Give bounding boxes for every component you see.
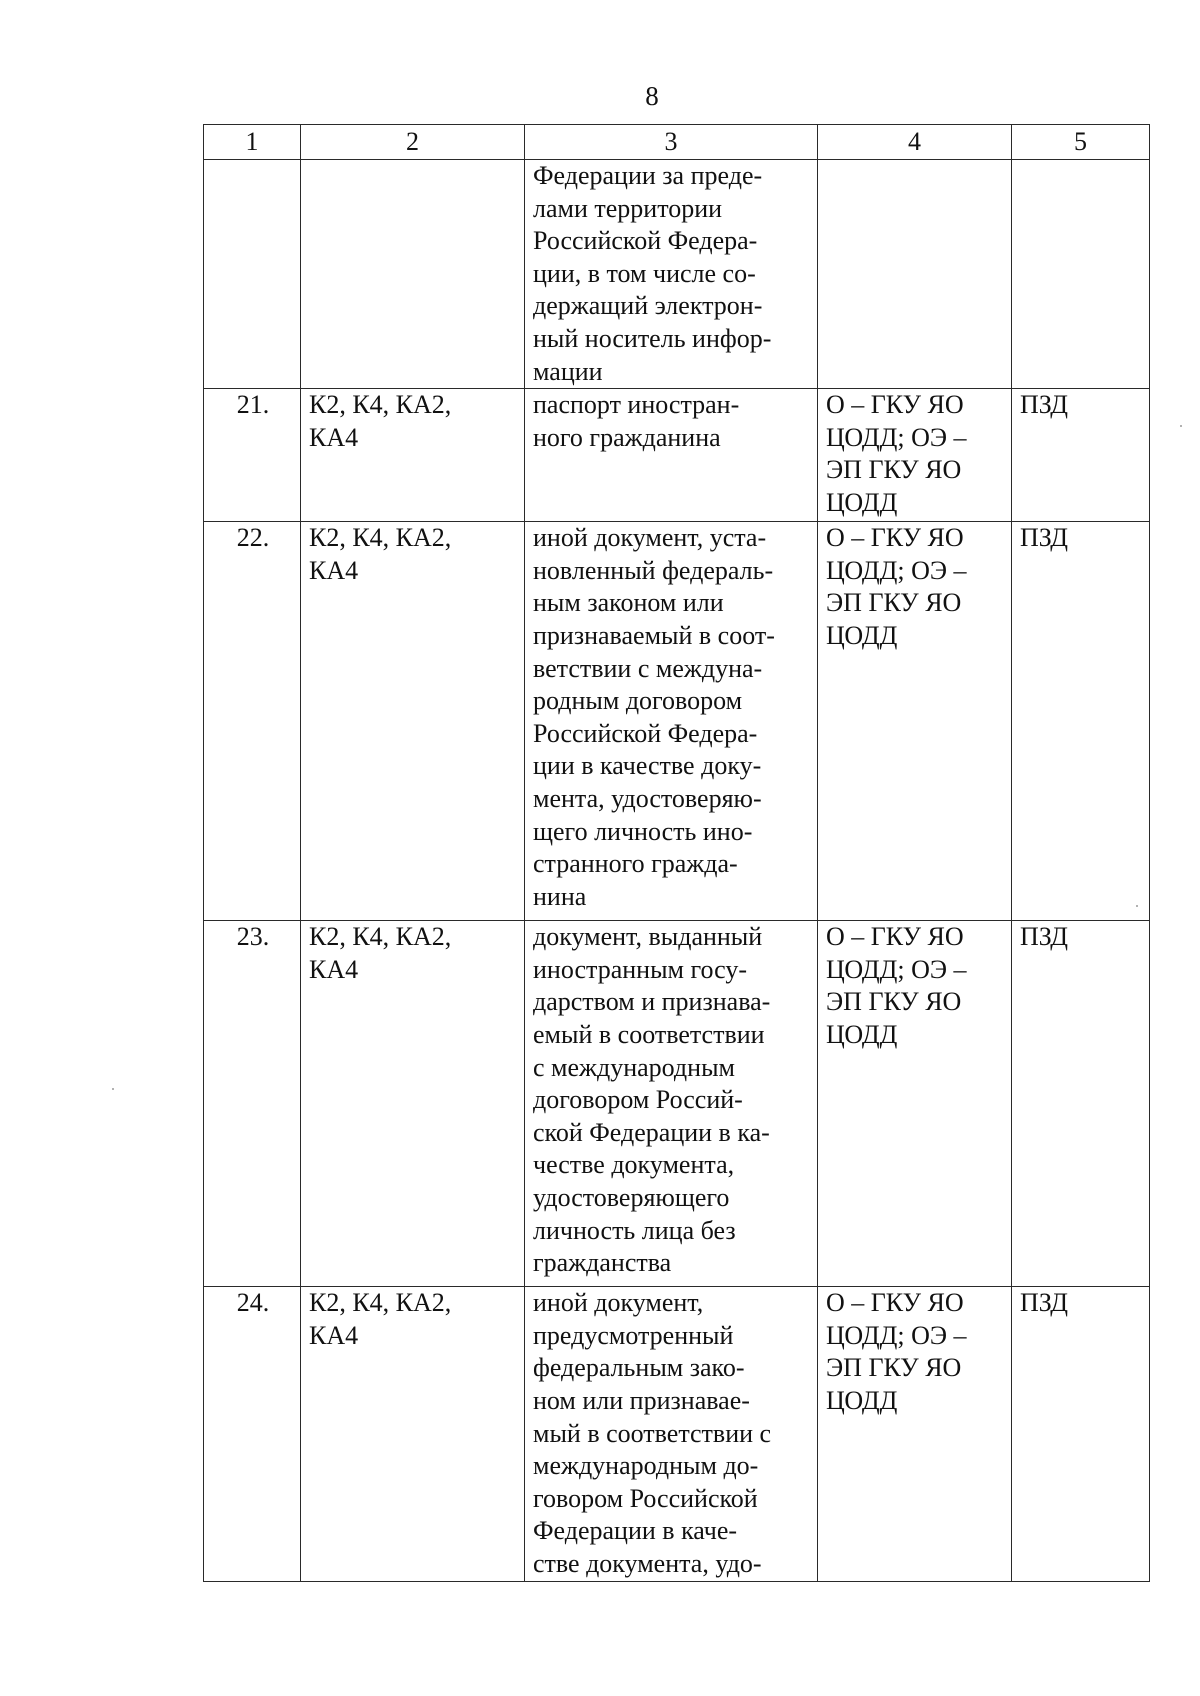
column-header-2: 2 [301,125,525,160]
column-header-5: 5 [1012,125,1150,160]
table-header-row [204,125,1150,160]
responsible-text: О – ГКУ ЯО ЦОДД; ОЭ – ЭП ГКУ ЯО ЦОДД [826,523,967,650]
cell-responsible [818,522,1012,921]
cell-categories [301,160,525,389]
cell-number [204,160,301,389]
cell-code: ПЗД [1012,522,1150,921]
cell-code: ПЗД [1012,1287,1150,1581]
responsible-text: О – ГКУ ЯО ЦОДД; ОЭ – ЭП ГКУ ЯО ЦОДД [826,390,967,517]
cell-description [525,160,818,389]
cell-code [1012,160,1150,389]
cell-description [525,1287,818,1581]
column-header-1: 1 [204,125,301,160]
description-text: иной документ, предусмотренный федеральным зако- ном или признавае- мый в соответствии с международным до- говором Российской Федерации в каче- стве документа, удо- [533,1288,772,1578]
cell-responsible [818,160,1012,389]
categories-text: К2, К4, КА2, КА4 [309,390,452,452]
scan-speck [112,1088,114,1090]
cell-responsible [818,921,1012,1287]
cell-categories [301,389,525,522]
cell-number: 21. [204,389,301,522]
cell-number: 24. [204,1287,301,1581]
cell-description [525,389,818,522]
table-row-continuation [204,160,1150,389]
cell-description [525,522,818,921]
column-header-3: 3 [525,125,818,160]
cell-number: 23. [204,921,301,1287]
table-row [204,921,1150,1287]
categories-text: К2, К4, КА2, КА4 [309,922,452,984]
cell-number: 22. [204,522,301,921]
cell-responsible [818,389,1012,522]
categories-text: К2, К4, КА2, КА4 [309,1288,452,1350]
cell-categories [301,1287,525,1581]
table-row [204,522,1150,921]
description-text: иной документ, уста- новленный федераль- ным законом или признаваемый в соот- ветствии с междуна- родным договором Российской Федера- ции в качестве доку- мента, удостоверяю- щего личность ино- странного гражда- нина [533,523,775,911]
scan-speck [1136,905,1138,907]
description-text: документ, выданный иностранным госу- дарством и признава- емый в соответствии с международным договором Россий- ской Федерации в ка- честве документа, удостоверяющего личность лица без гражданства [533,922,771,1278]
table-row [204,389,1150,522]
scan-speck [1180,425,1182,427]
cell-code: ПЗД [1012,921,1150,1287]
cell-code: ПЗД [1012,389,1150,522]
responsible-text: О – ГКУ ЯО ЦОДД; ОЭ – ЭП ГКУ ЯО ЦОДД [826,1288,967,1415]
responsible-text: О – ГКУ ЯО ЦОДД; ОЭ – ЭП ГКУ ЯО ЦОДД [826,922,967,1049]
description-text: паспорт иностран- ного гражданина [533,390,740,452]
categories-text: К2, К4, КА2, КА4 [309,523,452,585]
column-header-4: 4 [818,125,1012,160]
cell-categories [301,522,525,921]
page-number: 8 [645,81,659,111]
cell-description [525,921,818,1287]
cell-responsible [818,1287,1012,1581]
documents-table [203,124,1150,1582]
description-text: Федерации за преде- лами территории Российской Федера- ции, в том числе со- держащий электрон- ный носитель инфор- мации [533,161,772,386]
cell-categories [301,921,525,1287]
table-row [204,1287,1150,1581]
